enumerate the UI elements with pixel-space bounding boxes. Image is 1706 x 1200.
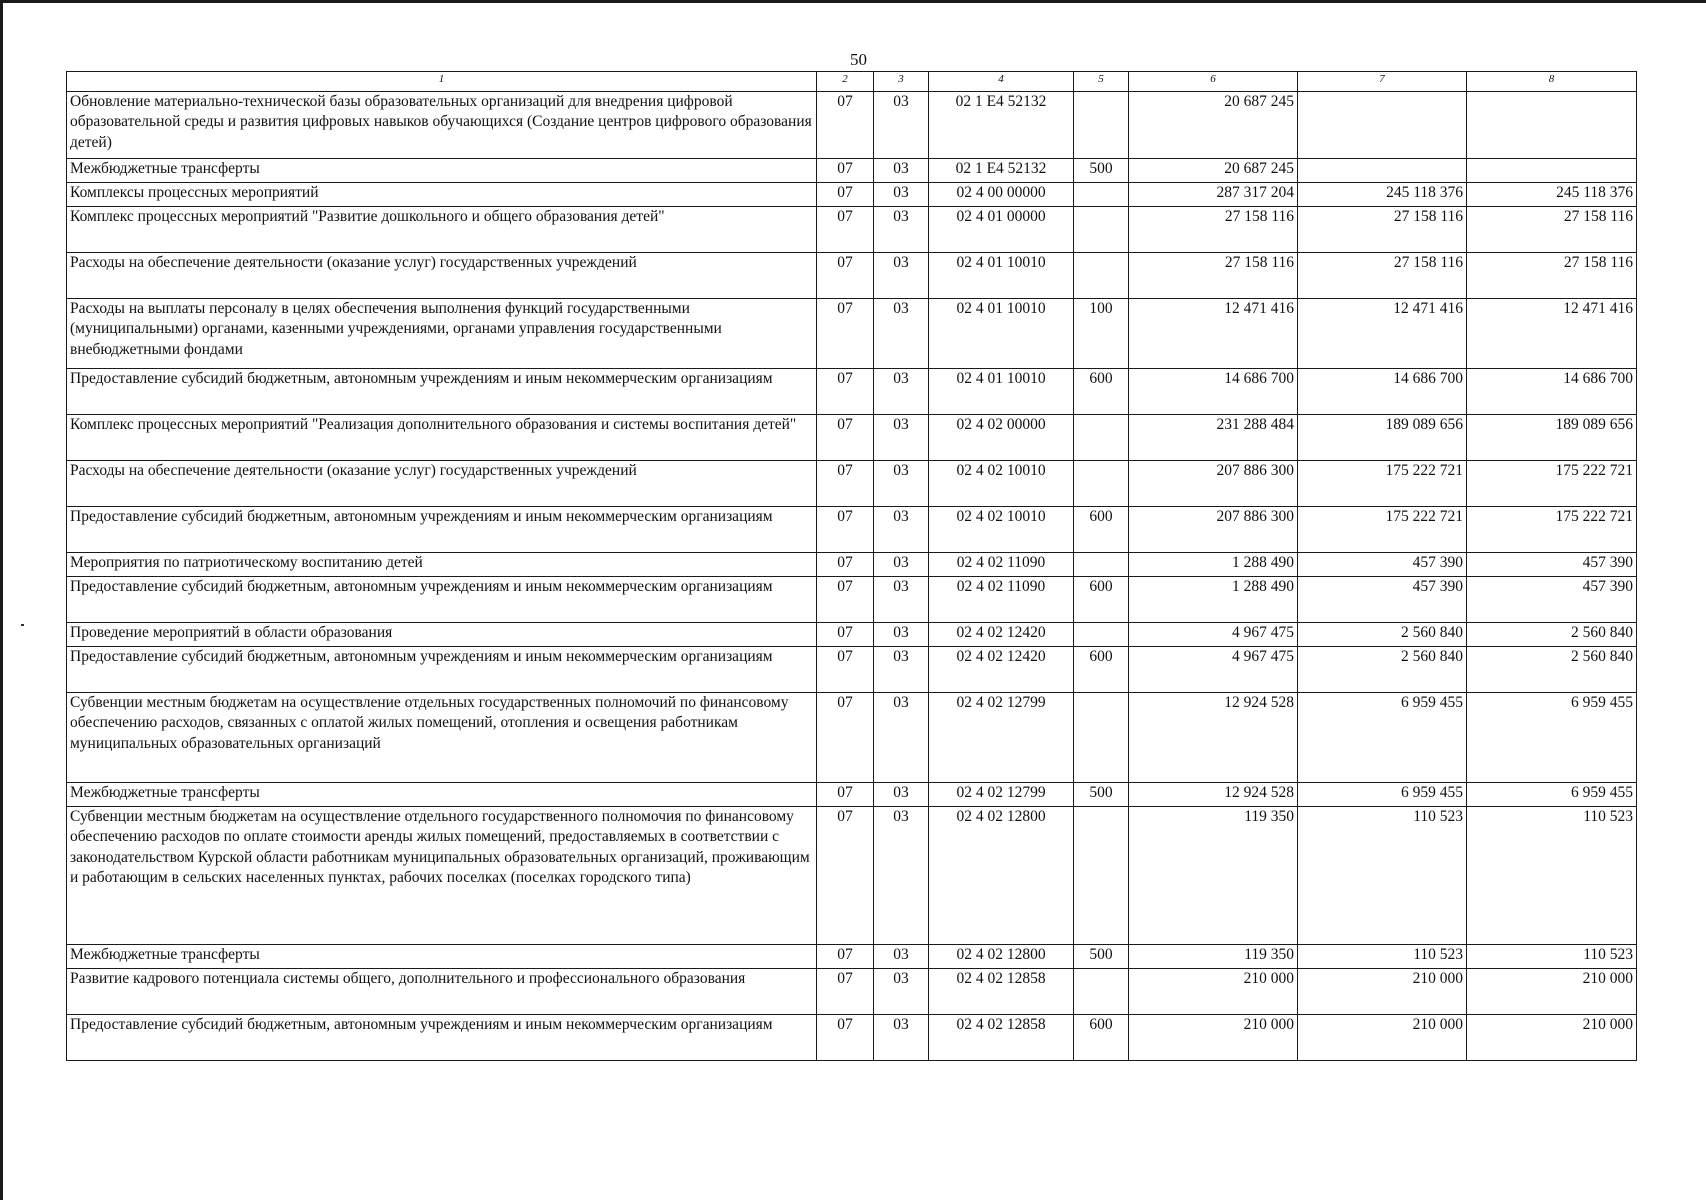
subsection-code-cell: 03 [874, 299, 929, 369]
row-name-cell: Расходы на обеспечение деятельности (оказание услуг) государственных учреждений [67, 461, 817, 507]
table-row [67, 693, 1637, 783]
subsection-code-cell: 03 [874, 369, 929, 415]
table-row [67, 969, 1637, 1015]
subsection-code-cell: 03 [874, 783, 929, 807]
subsection-code-cell: 03 [874, 253, 929, 299]
column-header-8: 8 [1467, 72, 1637, 92]
amount-year3-cell: 27 158 116 [1467, 253, 1637, 299]
row-name-cell: Комплексы процессных мероприятий [67, 183, 817, 207]
section-code-cell: 07 [817, 299, 874, 369]
amount-year1-cell: 12 471 416 [1129, 299, 1298, 369]
expense-type-cell: 600 [1074, 647, 1129, 693]
expense-type-cell [1074, 807, 1129, 945]
amount-year1-cell: 1 288 490 [1129, 553, 1298, 577]
section-code-cell: 07 [817, 92, 874, 159]
amount-year1-cell: 210 000 [1129, 969, 1298, 1015]
row-name-cell: Предоставление субсидий бюджетным, автономным учреждениям и иным некоммерческим организациям [67, 1015, 817, 1061]
section-code-cell: 07 [817, 159, 874, 183]
amount-year3-cell: 6 959 455 [1467, 783, 1637, 807]
amount-year2-cell: 14 686 700 [1298, 369, 1467, 415]
amount-year2-cell: 457 390 [1298, 577, 1467, 623]
subsection-code-cell: 03 [874, 461, 929, 507]
table-body [67, 92, 1637, 1061]
row-name-cell: Расходы на выплаты персоналу в целях обеспечения выполнения функций государственными (муниципальными) органами, казенными учреждениями, органами управления государственными внебюджетными фондами [67, 299, 817, 369]
subsection-code-cell: 03 [874, 92, 929, 159]
target-article-cell: 02 4 01 10010 [929, 299, 1074, 369]
row-name-cell: Предоставление субсидий бюджетным, автономным учреждениям и иным некоммерческим организациям [67, 369, 817, 415]
section-code-cell: 07 [817, 945, 874, 969]
expense-type-cell [1074, 253, 1129, 299]
target-article-cell: 02 4 02 12799 [929, 783, 1074, 807]
target-article-cell: 02 1 Е4 52132 [929, 159, 1074, 183]
amount-year2-cell: 27 158 116 [1298, 207, 1467, 253]
target-article-cell: 02 4 02 10010 [929, 507, 1074, 553]
section-code-cell: 07 [817, 507, 874, 553]
amount-year2-cell: 27 158 116 [1298, 253, 1467, 299]
table-row [67, 783, 1637, 807]
column-header-7: 7 [1298, 72, 1467, 92]
amount-year2-cell: 210 000 [1298, 1015, 1467, 1061]
expense-type-cell: 600 [1074, 1015, 1129, 1061]
amount-year1-cell: 207 886 300 [1129, 461, 1298, 507]
amount-year2-cell: 457 390 [1298, 553, 1467, 577]
table-row [67, 647, 1637, 693]
section-code-cell: 07 [817, 807, 874, 945]
column-header-1: 1 [67, 72, 817, 92]
target-article-cell: 02 4 02 00000 [929, 415, 1074, 461]
subsection-code-cell: 03 [874, 969, 929, 1015]
table-row [67, 159, 1637, 183]
row-name-cell: Расходы на обеспечение деятельности (оказание услуг) государственных учреждений [67, 253, 817, 299]
target-article-cell: 02 4 02 12799 [929, 693, 1074, 783]
amount-year1-cell: 27 158 116 [1129, 207, 1298, 253]
section-code-cell: 07 [817, 783, 874, 807]
amount-year3-cell: 457 390 [1467, 553, 1637, 577]
amount-year1-cell: 14 686 700 [1129, 369, 1298, 415]
page-number: 50 [850, 50, 867, 69]
amount-year2-cell: 245 118 376 [1298, 183, 1467, 207]
row-name-cell: Обновление материально-технической базы образовательных организаций для внедрения цифровой образовательной среды и развития цифровых навыков обучающихся (Создание центров цифрового образования детей) [67, 92, 817, 159]
expense-type-cell [1074, 461, 1129, 507]
table-row [67, 207, 1637, 253]
column-header-6: 6 [1129, 72, 1298, 92]
amount-year2-cell: 2 560 840 [1298, 623, 1467, 647]
subsection-code-cell: 03 [874, 159, 929, 183]
row-name-cell: Предоставление субсидий бюджетным, автономным учреждениям и иным некоммерческим организациям [67, 577, 817, 623]
amount-year2-cell [1298, 92, 1467, 159]
amount-year1-cell: 12 924 528 [1129, 783, 1298, 807]
table-row [67, 415, 1637, 461]
row-name-cell: Предоставление субсидий бюджетным, автономным учреждениям и иным некоммерческим организациям [67, 647, 817, 693]
subsection-code-cell: 03 [874, 207, 929, 253]
amount-year3-cell: 2 560 840 [1467, 647, 1637, 693]
subsection-code-cell: 03 [874, 623, 929, 647]
amount-year1-cell: 20 687 245 [1129, 92, 1298, 159]
expense-type-cell [1074, 623, 1129, 647]
section-code-cell: 07 [817, 1015, 874, 1061]
budget-table-container [66, 71, 1636, 1061]
amount-year1-cell: 27 158 116 [1129, 253, 1298, 299]
expense-type-cell: 500 [1074, 783, 1129, 807]
amount-year3-cell [1467, 159, 1637, 183]
table-row [67, 92, 1637, 159]
table-row [67, 369, 1637, 415]
section-code-cell: 07 [817, 183, 874, 207]
target-article-cell: 02 4 02 10010 [929, 461, 1074, 507]
expense-type-cell [1074, 92, 1129, 159]
table-row [67, 507, 1637, 553]
column-header-4: 4 [929, 72, 1074, 92]
section-code-cell: 07 [817, 253, 874, 299]
table-row [67, 253, 1637, 299]
table-row [67, 299, 1637, 369]
expense-type-cell: 600 [1074, 369, 1129, 415]
target-article-cell: 02 4 02 12420 [929, 623, 1074, 647]
table-row [67, 183, 1637, 207]
section-code-cell: 07 [817, 623, 874, 647]
target-article-cell: 02 4 02 12858 [929, 969, 1074, 1015]
subsection-code-cell: 03 [874, 577, 929, 623]
amount-year1-cell: 287 317 204 [1129, 183, 1298, 207]
section-code-cell: 07 [817, 461, 874, 507]
amount-year3-cell: 245 118 376 [1467, 183, 1637, 207]
amount-year1-cell: 119 350 [1129, 945, 1298, 969]
expense-type-cell: 500 [1074, 159, 1129, 183]
subsection-code-cell: 03 [874, 507, 929, 553]
expense-type-cell: 100 [1074, 299, 1129, 369]
target-article-cell: 02 4 02 12800 [929, 807, 1074, 945]
expense-type-cell [1074, 969, 1129, 1015]
column-header-2: 2 [817, 72, 874, 92]
amount-year3-cell: 110 523 [1467, 945, 1637, 969]
amount-year3-cell: 6 959 455 [1467, 693, 1637, 783]
amount-year1-cell: 4 967 475 [1129, 623, 1298, 647]
section-code-cell: 07 [817, 693, 874, 783]
amount-year3-cell: 210 000 [1467, 1015, 1637, 1061]
target-article-cell: 02 4 02 12420 [929, 647, 1074, 693]
target-article-cell: 02 4 02 12800 [929, 945, 1074, 969]
row-name-cell: Субвенции местным бюджетам на осуществление отдельных государственных полномочий по финансовому обеспечению расходов, связанных с оплатой жилых помещений, отопления и освещения работникам муниципальных образовательных организаций [67, 693, 817, 783]
amount-year1-cell: 210 000 [1129, 1015, 1298, 1061]
expense-type-cell [1074, 693, 1129, 783]
table-row [67, 1015, 1637, 1061]
section-code-cell: 07 [817, 647, 874, 693]
table-row [67, 461, 1637, 507]
row-name-cell: Комплекс процессных мероприятий "Развитие дошкольного и общего образования детей" [67, 207, 817, 253]
expense-type-cell: 600 [1074, 507, 1129, 553]
target-article-cell: 02 4 02 12858 [929, 1015, 1074, 1061]
table-row [67, 623, 1637, 647]
amount-year1-cell: 12 924 528 [1129, 693, 1298, 783]
amount-year3-cell [1467, 92, 1637, 159]
amount-year1-cell: 119 350 [1129, 807, 1298, 945]
amount-year3-cell: 12 471 416 [1467, 299, 1637, 369]
table-row [67, 577, 1637, 623]
section-code-cell: 07 [817, 969, 874, 1015]
amount-year1-cell: 20 687 245 [1129, 159, 1298, 183]
amount-year3-cell: 14 686 700 [1467, 369, 1637, 415]
subsection-code-cell: 03 [874, 183, 929, 207]
amount-year3-cell: 210 000 [1467, 969, 1637, 1015]
amount-year2-cell: 6 959 455 [1298, 783, 1467, 807]
expense-type-cell: 600 [1074, 577, 1129, 623]
section-code-cell: 07 [817, 369, 874, 415]
row-name-cell: Субвенции местным бюджетам на осуществление отдельного государственного полномочия по финансовому обеспечению расходов по оплате стоимости аренды жилых помещений, предоставляемых в соответствии с законодательством Курской области работникам муниципальных образовательных организаций, проживающим и работающим в сельских населенных пунктах, рабочих поселках (поселках городского типа) [67, 807, 817, 945]
subsection-code-cell: 03 [874, 415, 929, 461]
expense-type-cell [1074, 207, 1129, 253]
expense-type-cell [1074, 553, 1129, 577]
expense-type-cell [1074, 183, 1129, 207]
section-code-cell: 07 [817, 577, 874, 623]
expense-type-cell: 500 [1074, 945, 1129, 969]
column-header-5: 5 [1074, 72, 1129, 92]
amount-year3-cell: 189 089 656 [1467, 415, 1637, 461]
budget-table [66, 71, 1637, 1061]
amount-year3-cell: 175 222 721 [1467, 507, 1637, 553]
target-article-cell: 02 4 01 00000 [929, 207, 1074, 253]
amount-year1-cell: 207 886 300 [1129, 507, 1298, 553]
amount-year1-cell: 1 288 490 [1129, 577, 1298, 623]
target-article-cell: 02 4 01 10010 [929, 369, 1074, 415]
section-code-cell: 07 [817, 415, 874, 461]
amount-year3-cell: 110 523 [1467, 807, 1637, 945]
amount-year2-cell: 210 000 [1298, 969, 1467, 1015]
row-name-cell: Предоставление субсидий бюджетным, автономным учреждениям и иным некоммерческим организациям [67, 507, 817, 553]
subsection-code-cell: 03 [874, 647, 929, 693]
header-row [67, 72, 1637, 92]
target-article-cell: 02 4 01 10010 [929, 253, 1074, 299]
target-article-cell: 02 4 02 11090 [929, 553, 1074, 577]
target-article-cell: 02 4 02 11090 [929, 577, 1074, 623]
amount-year2-cell: 189 089 656 [1298, 415, 1467, 461]
row-name-cell: Межбюджетные трансферты [67, 159, 817, 183]
row-name-cell: Проведение мероприятий в области образования [67, 623, 817, 647]
amount-year2-cell: 110 523 [1298, 807, 1467, 945]
amount-year2-cell: 12 471 416 [1298, 299, 1467, 369]
amount-year1-cell: 4 967 475 [1129, 647, 1298, 693]
target-article-cell: 02 4 00 00000 [929, 183, 1074, 207]
row-name-cell: Развитие кадрового потенциала системы общего, дополнительного и профессионального образования [67, 969, 817, 1015]
amount-year3-cell: 27 158 116 [1467, 207, 1637, 253]
amount-year3-cell: 175 222 721 [1467, 461, 1637, 507]
amount-year2-cell: 110 523 [1298, 945, 1467, 969]
subsection-code-cell: 03 [874, 693, 929, 783]
row-name-cell: Комплекс процессных мероприятий "Реализация дополнительного образования и системы воспитания детей" [67, 415, 817, 461]
amount-year3-cell: 2 560 840 [1467, 623, 1637, 647]
table-row [67, 553, 1637, 577]
expense-type-cell [1074, 415, 1129, 461]
target-article-cell: 02 1 Е4 52132 [929, 92, 1074, 159]
section-code-cell: 07 [817, 207, 874, 253]
column-header-3: 3 [874, 72, 929, 92]
table-row [67, 945, 1637, 969]
amount-year2-cell [1298, 159, 1467, 183]
amount-year1-cell: 231 288 484 [1129, 415, 1298, 461]
subsection-code-cell: 03 [874, 807, 929, 945]
table-row [67, 807, 1637, 945]
section-code-cell: 07 [817, 553, 874, 577]
row-name-cell: Межбюджетные трансферты [67, 783, 817, 807]
amount-year3-cell: 457 390 [1467, 577, 1637, 623]
amount-year2-cell: 6 959 455 [1298, 693, 1467, 783]
scan-speck [21, 624, 24, 626]
amount-year2-cell: 175 222 721 [1298, 507, 1467, 553]
subsection-code-cell: 03 [874, 945, 929, 969]
row-name-cell: Межбюджетные трансферты [67, 945, 817, 969]
row-name-cell: Мероприятия по патриотическому воспитанию детей [67, 553, 817, 577]
amount-year2-cell: 2 560 840 [1298, 647, 1467, 693]
subsection-code-cell: 03 [874, 1015, 929, 1061]
amount-year2-cell: 175 222 721 [1298, 461, 1467, 507]
subsection-code-cell: 03 [874, 553, 929, 577]
